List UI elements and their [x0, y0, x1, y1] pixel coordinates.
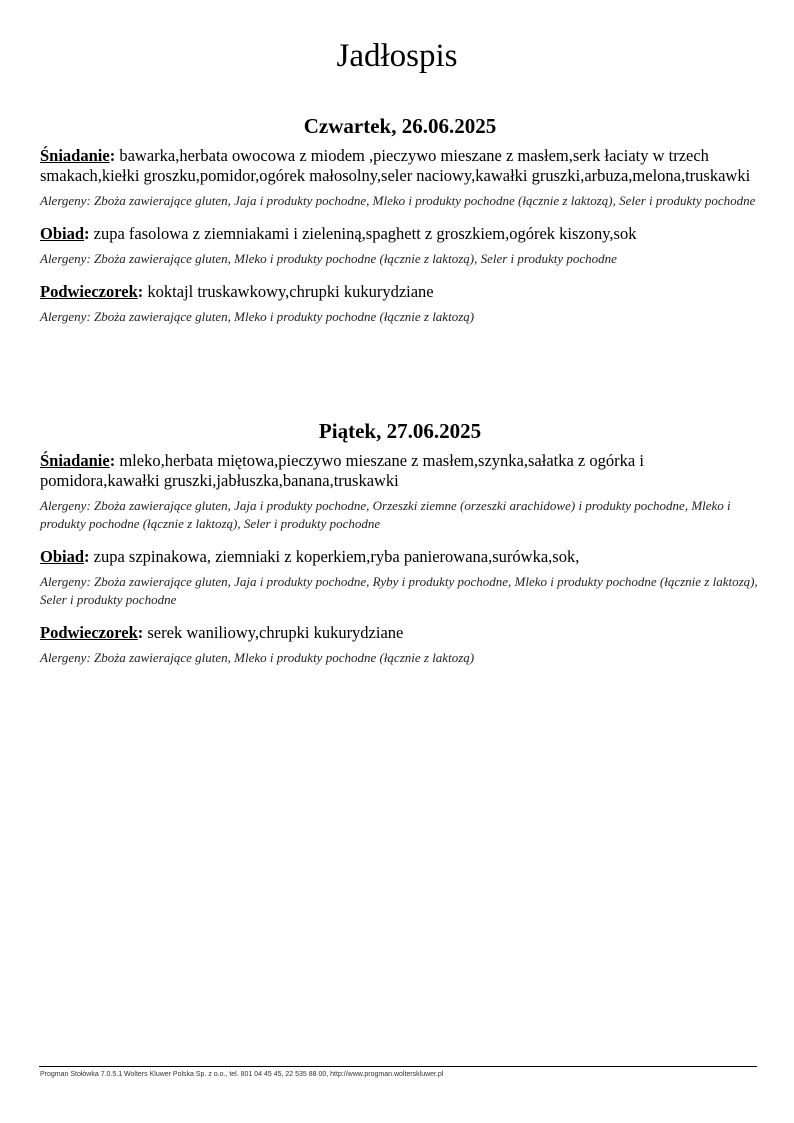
meal-breakfast — [40, 146, 760, 210]
allergens-note: Alergeny: Zboża zawierające gluten, Mleko i produkty pochodne (łącznie z laktozą) — [40, 650, 475, 665]
meal-label-colon: : — [84, 224, 90, 243]
day-section-friday — [40, 419, 760, 681]
meal-description: serek waniliowy,chrupki kukurydziane — [143, 623, 404, 642]
meal-description: koktajl truskawkowy,chrupki kukurydziane — [143, 282, 434, 301]
allergens-note: Alergeny: Zboża zawierające gluten, Mleko i produkty pochodne (łącznie z laktozą), Seler i produkty pochodne — [40, 251, 617, 266]
meal-description: zupa fasolowa z ziemniakami i zieleniną,spaghett z groszkiem,ogórek kiszony,sok — [89, 224, 637, 243]
meal-label-colon: : — [109, 451, 116, 470]
meal-snack — [40, 623, 760, 667]
meal-label-colon: : — [137, 623, 144, 642]
day-section-thursday — [40, 114, 760, 340]
meal-description: zupa szpinakowa, ziemniaki z koperkiem,ryba panierowana,surówka,sok, — [89, 547, 580, 566]
allergens-note: Alergeny: Zboża zawierające gluten, Jaja i produkty pochodne, Orzeszki ziemne (orzeszki arachidowe) i produkty pochodne, Mleko i produkty pochodne (łącznie z laktozą), Seler i produkty pochodne — [40, 498, 731, 531]
allergens-note: Alergeny: Zboża zawierające gluten, Jaja i produkty pochodne, Ryby i produkty pochodne, Mleko i produkty pochodne (łącznie z laktozą), Seler i produkty pochodne — [40, 574, 758, 607]
meal-label: Podwieczorek — [40, 282, 138, 301]
footer-divider — [39, 1066, 757, 1067]
meal-label: Podwieczorek — [40, 623, 138, 642]
meal-description: bawarka,herbata owocowa z miodem ,pieczywo mieszane z masłem,serk łaciaty w trzech smakach,kiełki groszku,pomidor,ogórek małosolny,seler naciowy,kawałki gruszki,arbuza,melona,truskawki — [40, 146, 751, 185]
meal-label: Śniadanie — [40, 451, 110, 470]
meal-lunch — [40, 224, 760, 268]
meal-label: Obiad — [40, 547, 85, 566]
day-heading: Czwartek, 26.06.2025 — [303, 114, 497, 138]
meal-label: Obiad — [40, 224, 85, 243]
meal-breakfast — [40, 451, 760, 533]
meal-lunch — [40, 547, 760, 609]
allergens-note: Alergeny: Zboża zawierające gluten, Mleko i produkty pochodne (łącznie z laktozą) — [40, 309, 475, 324]
meal-label-colon: : — [84, 547, 90, 566]
footer-text: Progman Stołówka 7.0.5.1 Wolters Kluwer Polska Sp. z o.o., tel. 801 04 45 45, 22 535 88 00, http://www.progman.wolterskluwer.pl — [40, 1071, 444, 1078]
meal-label: Śniadanie — [40, 146, 110, 165]
meal-label-colon: : — [109, 146, 116, 165]
meal-snack — [40, 282, 760, 326]
allergens-note: Alergeny: Zboża zawierające gluten, Jaja i produkty pochodne, Mleko i produkty pochodne (łącznie z laktozą), Seler i produkty pochodne — [40, 193, 756, 208]
meal-label-colon: : — [137, 282, 144, 301]
page-title: Jadłospis — [336, 38, 458, 74]
day-heading: Piątek, 27.06.2025 — [318, 419, 482, 443]
meal-description: mleko,herbata miętowa,pieczywo mieszane z masłem,szynka,sałatka z ogórka i pomidora,kawałki gruszki,jabłuszka,banana,truskawki — [40, 451, 644, 490]
